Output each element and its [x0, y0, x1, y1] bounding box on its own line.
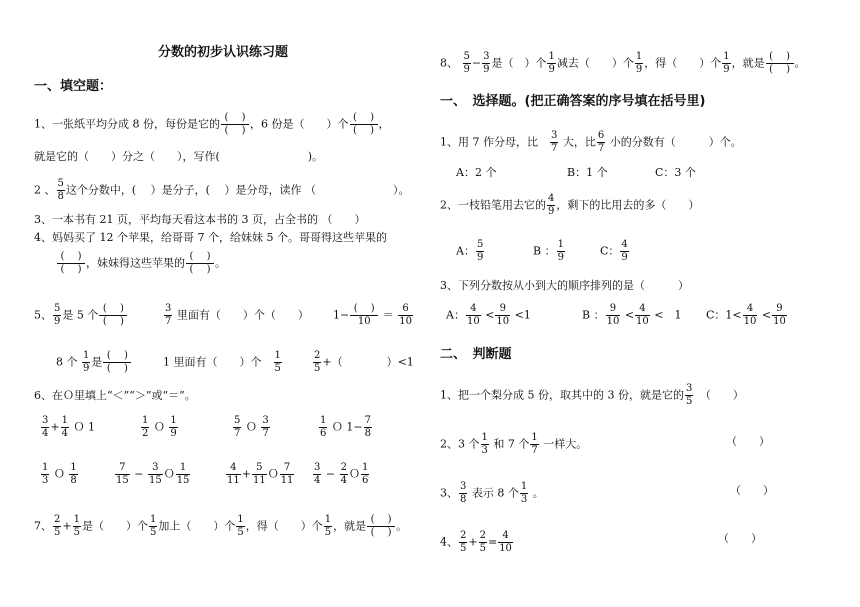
question-7: 7、 $\frac{2}{5}$ + $\frac{1}{5}$ 是（ ）个 $\frac{1}{5}$ 加上（ ）个 $\frac{1}{5}$ ，得（ ）个 $\frac{1}{5}$ ，就是 $\frac{( )}{( )}$ 。 — [34, 514, 408, 538]
question-4: 4、妈妈买了 12 个苹果，给哥哥 7 个，给妹妹 5 个。哥哥得这些苹果的 — [34, 231, 387, 244]
question-5d: 8 个 $\frac{1}{9}$ 是 $\frac{( )}{( )}$ — [56, 350, 132, 375]
section-judge: 二、 判断题 — [440, 347, 512, 362]
choice-3-option-c: C：1< $\frac{4}{10}$ < $\frac{9}{10}$ — [706, 303, 786, 327]
judge-3: 3、 $\frac{3}{8}$ 表示 8 个 $\frac{1}{3}$ 。 — [440, 481, 544, 505]
compare-8: $\frac{3}{4}$ − $\frac{2}{4}$ Ｏ $\frac{1}{6}$ — [314, 462, 369, 486]
question-5c: 1− $\frac{( )}{10}$ ＝ $\frac{6}{10}$ — [333, 303, 412, 327]
compare-3: $\frac{5}{7}$ Ｏ $\frac{3}{7}$ — [234, 415, 269, 439]
question-3: 3、一本书有 21 页，平均每天看这本书的 3 页，占全书的 （ ） — [34, 213, 366, 226]
section-fill-in: 一、填空题： — [34, 79, 113, 94]
choice-1: 1、用 7 作分母，比 $\frac{3}{7}$ 大，比 $\frac{6}{7}$ 小的分数有（ ）个。 — [440, 130, 742, 154]
question-1: 1、一张纸平均分成 8 份，每份是它的 $\frac{( )}{( )}$ ，6 份是（ ）个 $\frac{( )}{( )}$ ， — [34, 112, 390, 136]
choice-2-option-a: A： $\frac{5}{9}$ — [456, 239, 484, 263]
judge-4: 4、 $\frac{2}{5}$ + $\frac{2}{5}$ = $\frac{4}{10}$ — [440, 530, 512, 554]
compare-6: $\frac{7}{15}$ − $\frac{3}{15}$ Ｏ $\frac{1}{15}$ — [116, 462, 190, 486]
choice-1-option-a: A：2 个 — [456, 166, 497, 179]
question-5f: $\frac{2}{5}$ +（ ）<1 — [314, 350, 414, 374]
question-2: 2 、 $\frac{5}{8}$ 这个分数中，( ）是分子，( ）是分母，读作 （ ）。 — [34, 178, 410, 202]
section-choice: 一、 选择题。(把正确答案的序号填在括号里) — [440, 94, 706, 109]
judge-4-blank: （ ） — [718, 532, 762, 545]
question-5e: 1 里面有（ ）个 $\frac{1}{5}$ — [163, 350, 281, 374]
choice-1-option-b: B：1 个 — [567, 166, 608, 179]
question-4-cont: $\frac{( )}{( )}$ ，妹妹得这些苹果的 $\frac{( )}{( )}$ 。 — [56, 251, 226, 276]
judge-2-blank: （ ） — [726, 435, 770, 448]
judge-1: 1、把一个梨分成 5 份，取其中的 3 份，就是它的 $\frac{3}{5}$ （ ） — [440, 383, 744, 407]
compare-5: $\frac{1}{3}$ Ｏ $\frac{1}{8}$ — [42, 462, 77, 486]
compare-1: $\frac{3}{4}$ + $\frac{1}{4}$ Ｏ 1 — [42, 415, 95, 439]
page-title: 分数的初步认识练习题 — [158, 45, 289, 60]
question-5b: $\frac{3}{7}$ 里面有（ ）个（ ） — [165, 303, 309, 327]
choice-3-option-b: B ： $\frac{9}{10}$ < $\frac{4}{10}$ < 1 — [582, 303, 682, 327]
choice-2: 2、一枝铅笔用去它的 $\frac{4}{9}$ ，剩下的比用去的多（ ） — [440, 193, 700, 217]
blank-fraction: $\frac{( )}{( )}$ — [350, 112, 378, 137]
choice-2-option-c: C： $\frac{4}{9}$ — [600, 239, 628, 263]
judge-3-blank: （ ） — [730, 484, 774, 497]
compare-7: $\frac{4}{11}$ + $\frac{5}{11}$ Ｏ $\frac{7}{11}$ — [227, 462, 294, 486]
choice-1-option-c: C：3 个 — [655, 166, 696, 179]
blank-fraction: $\frac{( )}{( )}$ — [221, 112, 249, 137]
question-5a: 5、 $\frac{5}{9}$ 是 5 个 $\frac{( )}{( )}$ — [34, 303, 128, 328]
choice-3: 3、下列分数按从小到大的顺序排列的是（ ） — [440, 279, 689, 292]
choice-2-option-b: B ： $\frac{1}{9}$ — [533, 239, 564, 263]
compare-2: $\frac{1}{2}$ Ｏ $\frac{1}{9}$ — [142, 415, 177, 439]
question-6: 6、在Ｏ里填上“＜”“＞”或“＝”。 — [34, 389, 196, 402]
question-8: 8、 $\frac{5}{9}$ − $\frac{3}{9}$ 是（ ）个 $\frac{1}{9}$ 减去（ ）个 $\frac{1}{9}$ ，得（ ）个 $\frac{1}{9}$ ，就是 $\frac{( )}{( )}$ 。 — [440, 51, 806, 75]
choice-3-option-a: A： $\frac{4}{10}$ < $\frac{9}{10}$ <1 — [446, 303, 531, 327]
judge-2: 2、3 个 $\frac{1}{3}$ 和 7 个 $\frac{1}{7}$ 一样大。 — [440, 432, 588, 456]
question-1-cont: 就是它的（ ）分之（ ），写作( )。 — [34, 150, 324, 163]
compare-4: $\frac{1}{6}$ Ｏ 1− $\frac{7}{8}$ — [320, 415, 371, 439]
